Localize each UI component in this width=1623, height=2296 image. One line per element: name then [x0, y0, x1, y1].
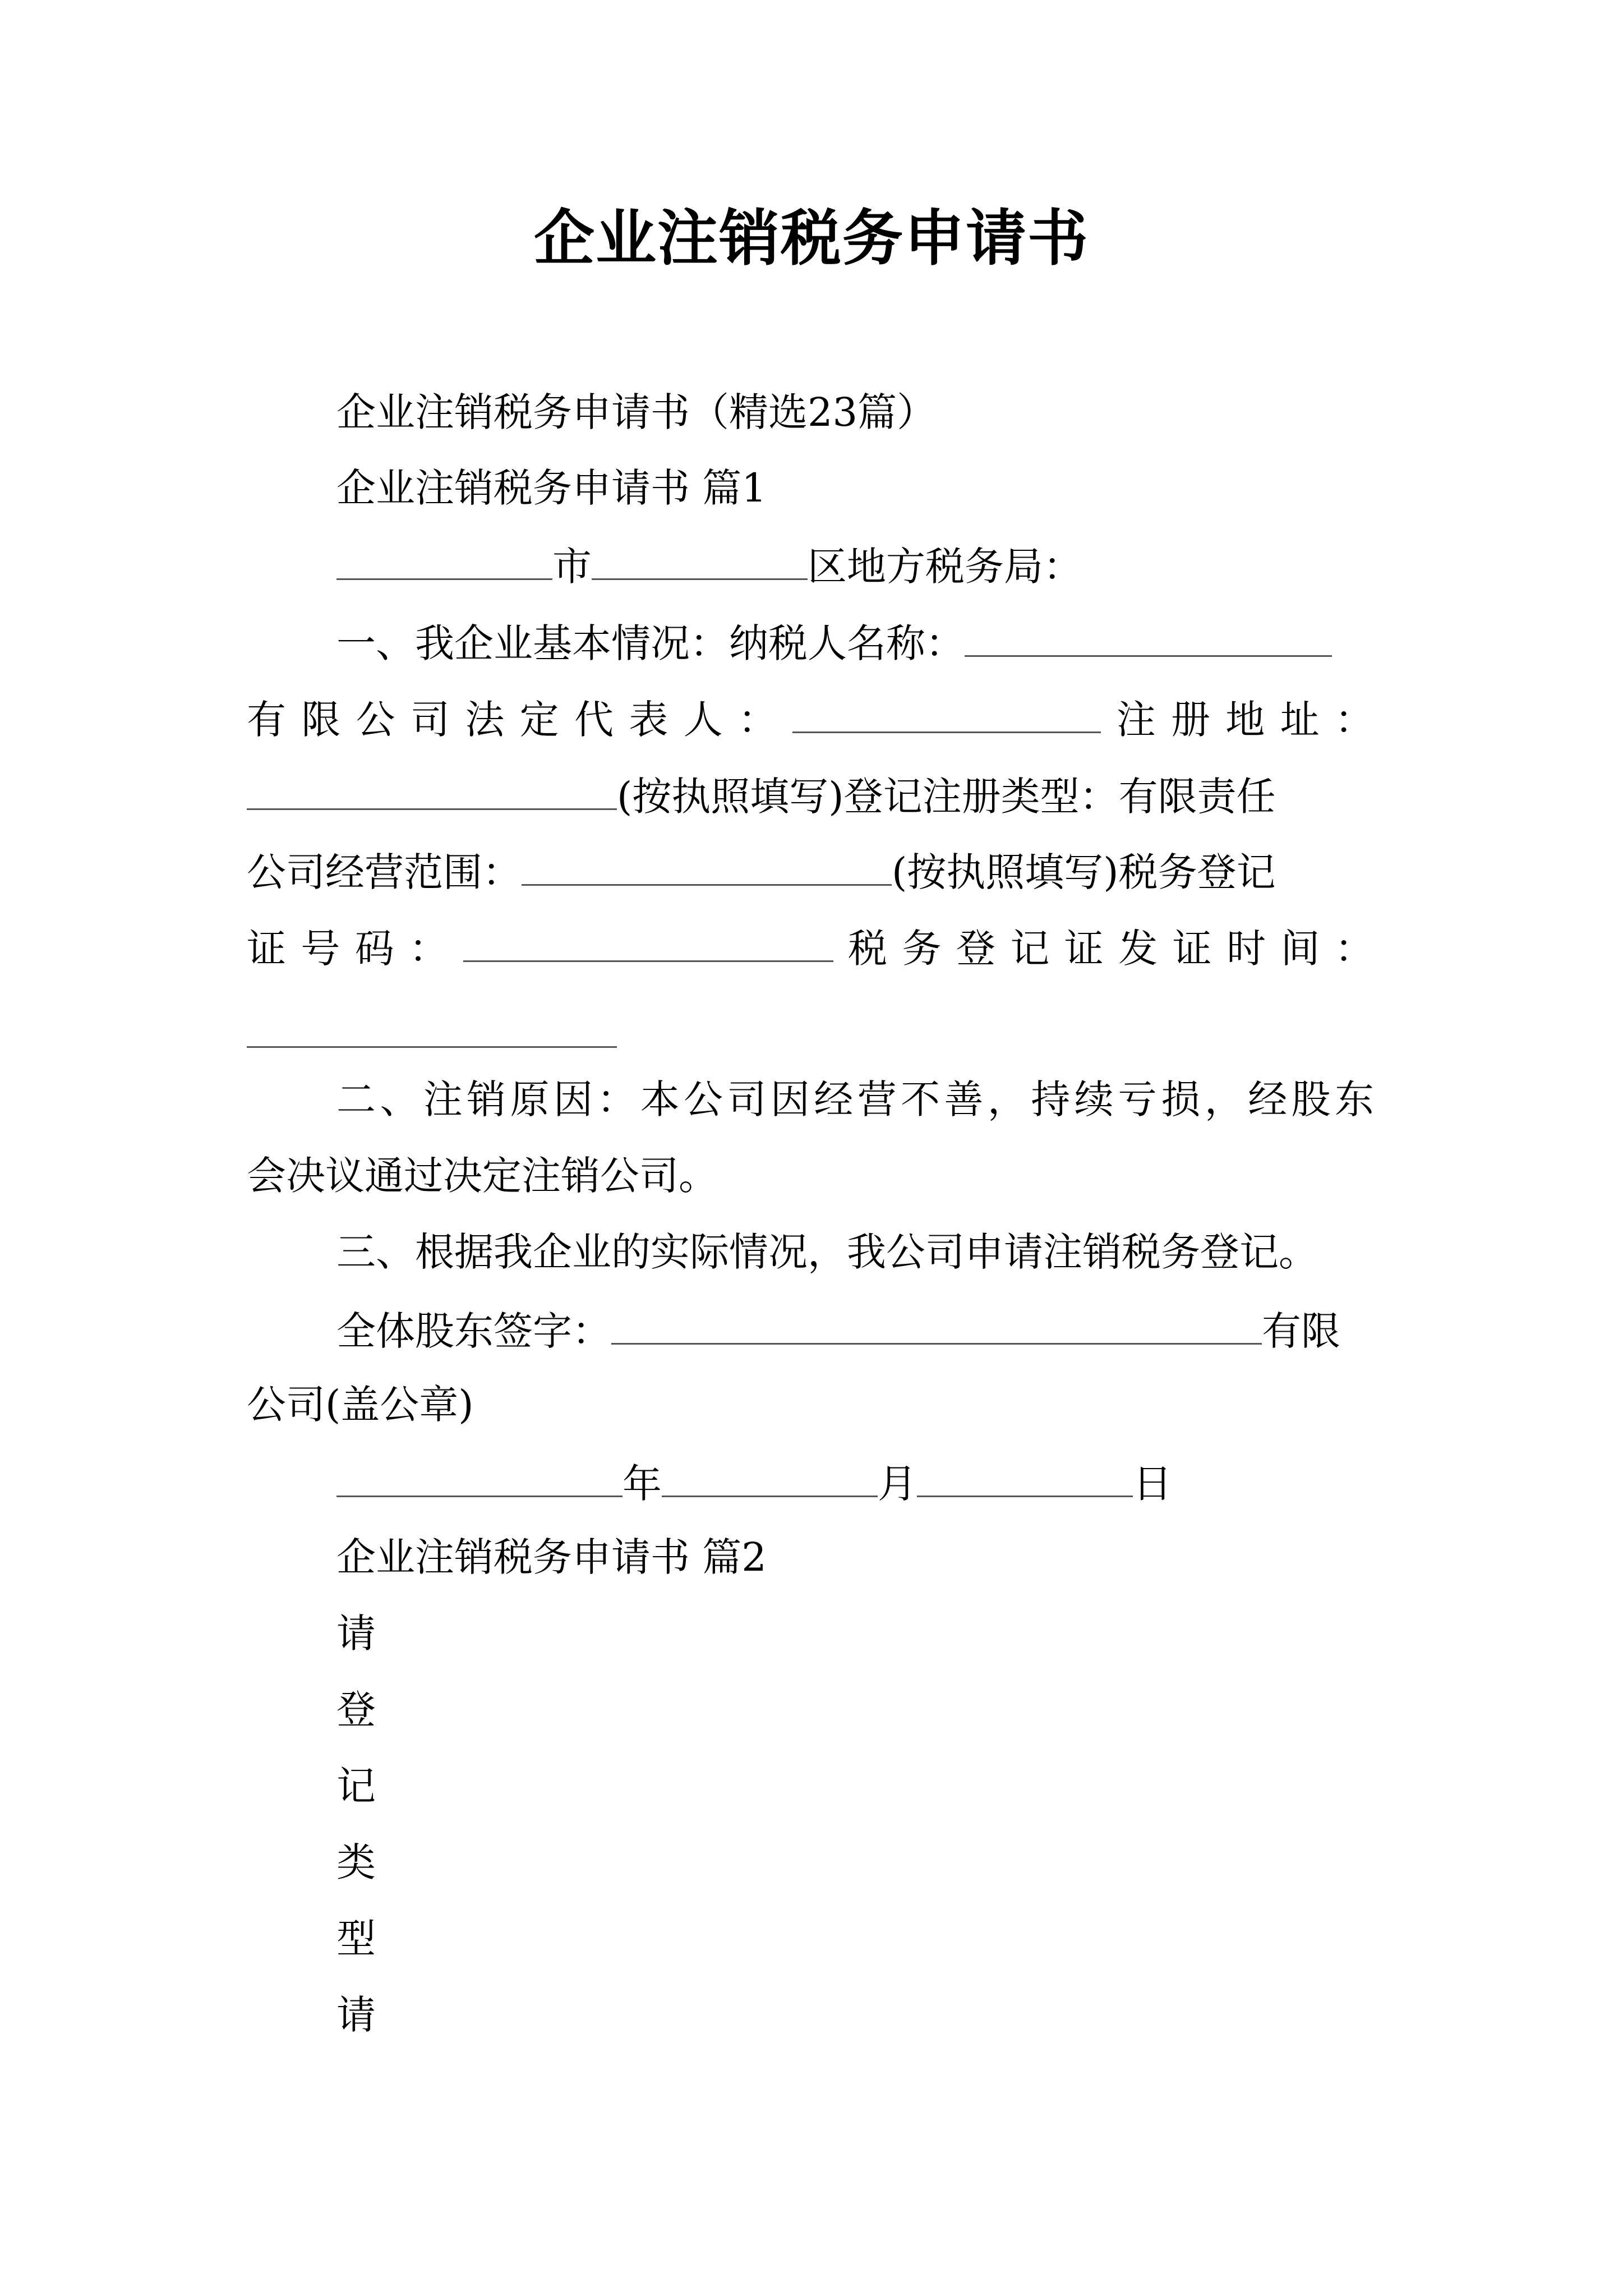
char: 、: [380, 1076, 419, 1122]
char: 发: [1118, 926, 1158, 972]
char: 定: [519, 697, 559, 743]
business-scope-label: 公司经营范围：: [247, 849, 522, 895]
registered-address-blank: [247, 766, 617, 810]
addressee-line: [336, 536, 1082, 595]
char: 码: [354, 926, 394, 972]
char: ：: [737, 697, 777, 743]
char: 注: [423, 1076, 463, 1122]
month-label: 月: [878, 1461, 917, 1507]
char: 登: [956, 926, 995, 972]
item-1-line-5: [247, 918, 1374, 977]
item-1-line-2: [247, 689, 1374, 748]
char: 不: [901, 1076, 940, 1122]
date-line: [336, 1453, 1172, 1512]
char: 因: [770, 1076, 810, 1122]
vertical-char: 记: [336, 1763, 376, 1809]
tax-registration-number-blank: [463, 918, 833, 962]
char: 续: [1074, 1076, 1114, 1122]
char: 本: [640, 1076, 680, 1122]
day-label: 日: [1133, 1461, 1172, 1507]
item-1-lead: 一、我企业基本情况：纳税人名称：: [336, 620, 965, 666]
signature-line: [336, 1300, 1340, 1359]
char: 善: [944, 1076, 984, 1122]
document-subtitle: 企业注销税务申请书（精选23篇）: [336, 389, 937, 435]
vertical-char: 请: [336, 1992, 376, 2038]
item-1-line-4: [247, 841, 1276, 900]
char: 时: [1227, 926, 1266, 972]
item-3: 三、根据我企业的实际情况，我公司申请注销税务登记。: [336, 1229, 1318, 1275]
char: 亏: [1118, 1076, 1158, 1122]
city-blank: [336, 536, 552, 580]
char: 记: [1010, 926, 1050, 972]
city-label: 市: [552, 544, 592, 590]
char: 有: [247, 697, 286, 743]
item-1-line-1: [336, 613, 1332, 671]
district-label: 区地方税务局：: [808, 544, 1082, 590]
char: 址: [1280, 697, 1320, 743]
year-blank: [336, 1453, 623, 1497]
char: 公: [684, 1076, 723, 1122]
char: 原: [510, 1076, 550, 1122]
char: ：: [597, 1076, 637, 1122]
char: 股: [1291, 1076, 1331, 1122]
vertical-char: 登: [336, 1687, 376, 1733]
char: 公: [356, 697, 395, 743]
char: 号: [301, 926, 340, 972]
year-label: 年: [623, 1461, 662, 1507]
item-1-line-4-text: (按执照填写)税务登记: [892, 849, 1276, 895]
taxpayer-name-blank: [965, 613, 1332, 657]
item-1-line-3-text: (按执照填写)登记注册类型：有限责任: [617, 774, 1276, 820]
char: 税: [848, 926, 888, 972]
char: 地: [1225, 697, 1265, 743]
item-1-line-3: [247, 766, 1276, 825]
char: 销: [467, 1076, 506, 1122]
section-2-heading: 企业注销税务申请书 篇2: [336, 1534, 767, 1580]
signature-label: 全体股东签字：: [336, 1308, 611, 1354]
char: 册: [1170, 697, 1210, 743]
char: 因: [553, 1076, 593, 1122]
char: 注: [1116, 697, 1156, 743]
legal-representative-blank: [792, 689, 1101, 733]
section-1-heading: 企业注销税务申请书 篇1: [336, 465, 767, 511]
char: 表: [629, 697, 668, 743]
char: 务: [902, 926, 942, 972]
char: 证: [1064, 926, 1104, 972]
business-scope-blank: [522, 841, 892, 886]
vertical-char: 型: [336, 1916, 376, 1962]
district-blank: [592, 536, 808, 580]
item-2-line-2: 会决议通过决定注销公司。: [247, 1153, 718, 1199]
char: 司: [727, 1076, 767, 1122]
char: 人: [683, 697, 723, 743]
signature-tail: 有限: [1262, 1308, 1340, 1354]
char: 东: [1334, 1076, 1374, 1122]
vertical-char: 类: [336, 1839, 376, 1885]
vertical-char: 请: [336, 1611, 376, 1657]
char: 证: [1172, 926, 1212, 972]
company-seal-line: 公司(盖公章): [247, 1382, 474, 1428]
char: 间: [1280, 926, 1320, 972]
char: 经: [1248, 1076, 1288, 1122]
char: 营: [857, 1076, 897, 1122]
char: 证: [247, 926, 286, 972]
char: 代: [574, 697, 614, 743]
document-title: 企业注销税务申请书: [533, 203, 1089, 274]
char: ：: [1334, 926, 1374, 972]
char: 二: [336, 1076, 376, 1122]
char: 司: [410, 697, 450, 743]
day-blank: [917, 1453, 1133, 1497]
char: 持: [1031, 1076, 1071, 1122]
char: 限: [301, 697, 341, 743]
item-2-line-1: [336, 1071, 1374, 1128]
char: ：: [1334, 697, 1374, 743]
char: ，: [987, 1076, 1027, 1122]
shareholder-signature-blank: [611, 1300, 1262, 1345]
month-blank: [662, 1453, 878, 1497]
char: 法: [465, 697, 505, 743]
issue-date-blank: [247, 1041, 617, 1048]
char: 经: [814, 1076, 854, 1122]
char: 损: [1161, 1076, 1201, 1122]
char: ，: [1204, 1076, 1244, 1122]
char: ：: [409, 926, 449, 972]
